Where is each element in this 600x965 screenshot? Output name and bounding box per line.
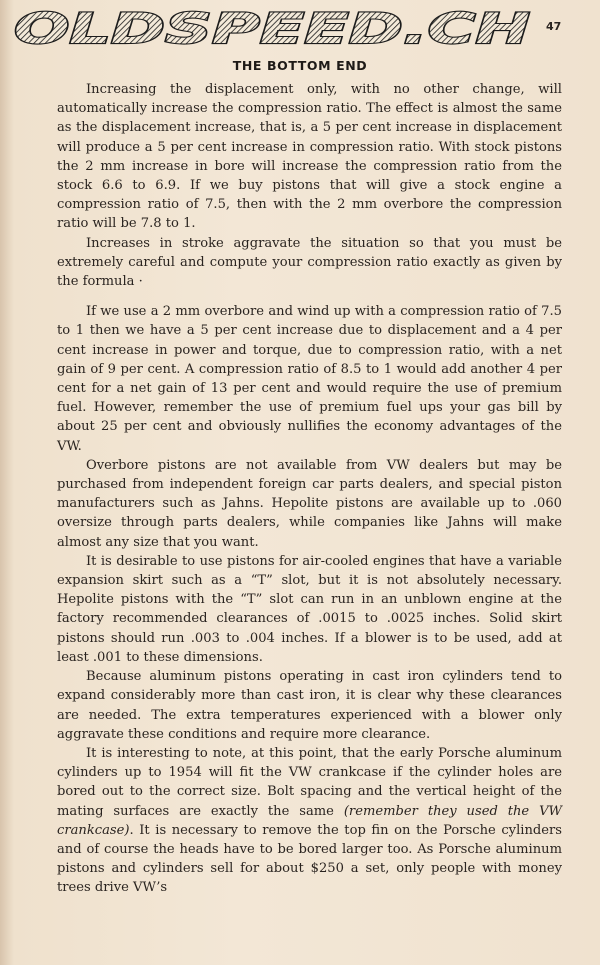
paragraph: It is desirable to use pistons for air-cooled engines that have a variable expansion skirt such as a “T” slot, but it is not absolutely necessary. Hepolite pistons with the “T” slot can run in an unblown engine at the factory recommended clearances of .0015 to .0025 inches. Solid skirt pistons should run .003 to .004 inches. If a blower is to be used, add at least .001 to these dimensions. (57, 553, 562, 665)
paragraph-text: . It is necessary to remove the top fin on the Porsche cylinders and of course the heads have to be bored larger too. As Porsche aluminum pistons and cylinders sell for about $250 a set, only people with money trees drive VW’s (57, 822, 562, 896)
oldspeed-logo (12, 8, 532, 48)
paragraph: Overbore pistons are not available from VW dealers but may be purchased from independent foreign car parts dealers, and special piston manufacturers such as Jahns. Hepolite pistons are available up to .060 oversize through parts dealers, while companies like Jahns will make almost any size that you want. (57, 457, 562, 550)
paragraph-text: It is interesting to note, at this point, that the early Porsche aluminum cylinders up to 1954 will fit the VW crankcase if the cylinder holes are bored out to the correct size. Bolt spacing and the vertical height of the mating surfaces are exactly the same (57, 745, 562, 819)
paragraph (57, 744, 562, 898)
paragraph: Increasing the displacement only, with no other change, will automatically increase the compression ratio. The effect is almost the same as the displacement increase, that is, a 5 per cent increase in displacement will produce a 5 per cent increase in compression ratio. With stock pistons the 2 mm increase in bore will increase the compression ratio from the stock 6.6 to 6.9. If we buy pistons that will give a stock engine a compression ratio of 7.5, then with the 2 mm overbore the compression ratio will be 7.8 to 1. (57, 82, 562, 232)
paragraph: Because aluminum pistons operating in cast iron cylinders tend to expand considerably more than cast iron, it is clear why these clearances are needed. The extra temperatures experienced with a blower only aggravate these conditions and require more clearance. (57, 669, 562, 742)
paragraph: Increases in stroke aggravate the situation so that you must be extremely careful and compute your compression ratio exactly as given by the formula · (57, 235, 562, 290)
italic-aside: (remember they used the VW crankcase) (57, 803, 562, 838)
page-number: 47 (546, 20, 562, 33)
logo-text: OLDSPEED.CH (14, 8, 530, 48)
section-title: THE BOTTOM END (232, 58, 368, 73)
paragraph: If we use a 2 mm overbore and wind up with a compression ratio of 7.5 to 1 then we have a 5 per cent increase due to displacement and a 4 per cent increase in power and torque, due to compression ratio, with a net gain of 9 per cent. A compression ratio of 8.5 to 1 would add another 4 per cent for a net gain of 13 per cent and would require the use of premium fuel. However, remember the use of premium fuel ups your gas bill by about 25 per cent and obviously nullifies the economy advantages of the VW. (57, 304, 562, 454)
body-text (57, 80, 562, 898)
